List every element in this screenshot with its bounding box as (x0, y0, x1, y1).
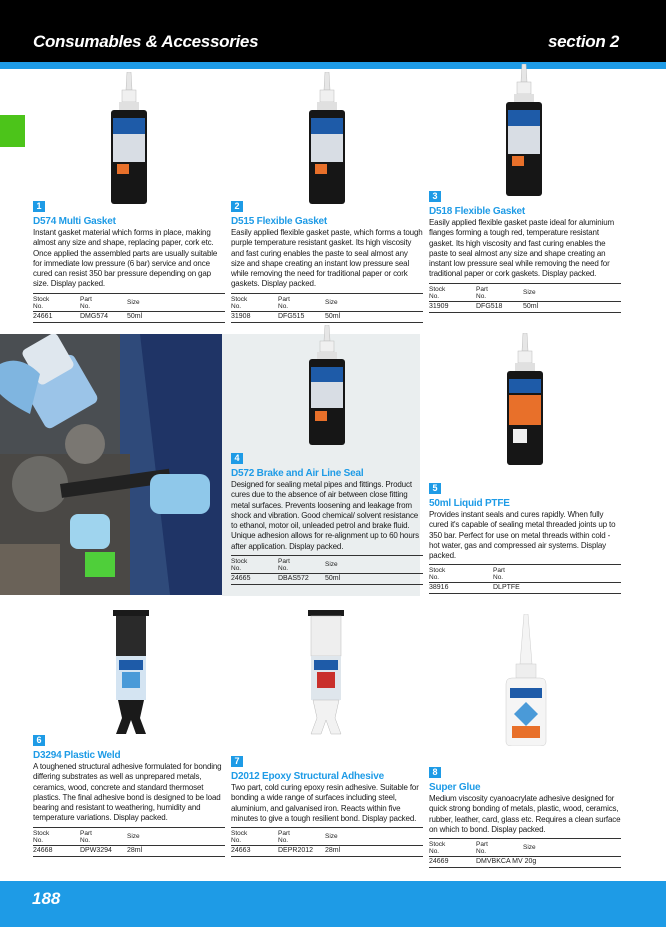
section-label: section 2 (548, 32, 619, 51)
product-image-7 (305, 610, 347, 745)
product-number: 4 (231, 453, 243, 464)
product-name: Super Glue (429, 782, 481, 793)
th-size: Size (523, 288, 536, 296)
product-table (429, 564, 621, 594)
product-image-6 (110, 610, 152, 745)
header-accent-bar (0, 62, 666, 69)
product-description: Two part, cold curing epoxy resin adhesive. Suitable for bonding a wide range of surfaces including steel, aluminium, and galvanised iron. Reacts within five minutes to give a tough resilient bond. Display packed. (231, 783, 419, 823)
workshop-photo (0, 334, 222, 595)
product-table (231, 293, 423, 323)
page-number: 188 (32, 889, 61, 908)
size: 28ml (127, 846, 143, 854)
product-block-1 (33, 196, 225, 323)
product-number: 8 (429, 767, 441, 778)
product-description: Instant gasket material which forms in place, making almost any size and shape, replacing paper, cork etc. Once applied the assembled parts are usually suitable for immediate low pressure (6 bar) service and once cured can resist 350 bar pressure depending on gap size. Display packed. (33, 228, 218, 289)
th-part: Part No. (278, 830, 290, 845)
stock-no: 24665 (231, 575, 251, 583)
th-part: Part No. (493, 567, 505, 582)
product-number: 3 (429, 191, 441, 202)
stock-no: 31909 (429, 302, 449, 310)
th-part: Part No. (278, 558, 290, 573)
page-footer (0, 881, 666, 927)
product-description: A toughened structural adhesive formulated for bonding differing substrates as well as unprepared metals, ceramics, wood, concrete and standard thermoset plastics. The final adhesive bond is designed to be load bearing and resistant to weathering, humidity and temperature variations. Display packed. (33, 762, 222, 823)
th-part: Part No. (278, 295, 290, 310)
product-name: D572 Brake and Air Line Seal (231, 468, 364, 479)
product-image-2 (305, 72, 349, 209)
product-description: Provides instant seals and cures rapidly. When fully cured it's capable of sealing metal threaded joints up to 350 bar. Perfect for use on metal threads within cold - hot water, gas and compressed air systems. Display packed. (429, 510, 616, 561)
th-stock: Stock No. (33, 829, 50, 844)
product-name: 50ml Liquid PTFE (429, 498, 510, 509)
part-no: DMVBKCA MV 20g (476, 858, 537, 866)
part-no: DBAS572 (278, 575, 309, 583)
th-part: Part No. (476, 841, 488, 856)
th-stock: Stock No. (231, 295, 248, 310)
th-stock: Stock No. (429, 285, 446, 300)
size: 50ml (325, 575, 341, 583)
th-stock: Stock No. (231, 558, 248, 573)
stock-no: 24669 (429, 858, 449, 866)
product-block-4 (231, 448, 423, 585)
part-no: DFG515 (278, 312, 305, 320)
th-stock: Stock No. (33, 295, 50, 310)
product-table (429, 838, 621, 868)
product-table (231, 827, 423, 857)
product-description: Easily applied flexible gasket paste, which forms a tough purple temperature resistant gasket. Its high viscosity and fast curing enables the paste to seal almost any size and shape creating an instant low pressure seal while removing the need for traditional paper or cork gaskets. Display packed. (231, 228, 423, 289)
page-title: Consumables & Accessories (33, 32, 259, 51)
product-description: Designed for sealing metal pipes and fittings. Product cures due to the absence of air between close fitting metal surfaces. Prevents loosening and leakage from shock and vibration. Good chemical/ solvent resistance to ethanol, motor oil, unleaded petrol and brake fluid. Unique adhesion allows for re-alignment up to 60 hours after application. Display packed. (231, 480, 420, 551)
product-table (429, 283, 621, 313)
product-table (33, 293, 225, 323)
product-name: D515 Flexible Gasket (231, 216, 328, 227)
product-image-3 (502, 64, 546, 201)
th-size: Size (325, 561, 338, 569)
th-size: Size (523, 844, 536, 852)
product-block-6 (33, 730, 225, 857)
part-no: DPW3294 (80, 846, 112, 854)
th-size: Size (127, 832, 140, 840)
product-name: D2012 Epoxy Structural Adhesive (231, 771, 384, 782)
product-block-8 (429, 762, 621, 868)
size: 50ml (127, 312, 143, 320)
part-no: DLPTFE (493, 584, 520, 592)
product-block-7 (231, 751, 423, 857)
product-name: D518 Flexible Gasket (429, 206, 526, 217)
section-tab (0, 115, 25, 147)
product-number: 7 (231, 756, 243, 767)
th-stock: Stock No. (429, 567, 446, 582)
product-table (33, 827, 225, 857)
th-part: Part No. (80, 295, 92, 310)
product-image-4 (305, 325, 349, 450)
product-name: D3294 Plastic Weld (33, 750, 121, 761)
product-block-3 (429, 186, 621, 313)
stock-no: 24663 (231, 847, 251, 855)
product-description: Medium viscosity cyanoacrylate adhesive designed for quick strong bonding of metals, plastic, wood, ceramics, rubber, leather, card, glass etc. Requires a clean surface on which to bond. Display packed. (429, 794, 621, 834)
stock-no: 24661 (33, 312, 53, 320)
size: 50ml (523, 302, 539, 310)
product-block-2 (231, 196, 423, 323)
size: 28ml (325, 847, 341, 855)
part-no: DEPR2012 (278, 847, 314, 855)
th-size: Size (325, 833, 338, 841)
product-number: 5 (429, 483, 441, 494)
product-image-1 (107, 72, 151, 209)
page-header (0, 0, 666, 62)
product-number: 2 (231, 201, 243, 212)
stock-no: 24668 (33, 846, 53, 854)
product-description: Easily applied flexible gasket paste ideal for aluminium flanges forming a tough red, temperature resistant gasket. Its high viscosity and fast curing enables the paste to seal almost any size and shape creating an instant low pressure seal while removing the need for traditional paper or cork gaskets. Display packed. (429, 218, 615, 279)
product-image-8 (502, 614, 550, 751)
product-number: 1 (33, 201, 45, 212)
th-part: Part No. (80, 829, 92, 844)
product-block-5 (429, 478, 621, 594)
th-size: Size (127, 298, 140, 306)
product-name: D574 Multi Gasket (33, 216, 116, 227)
th-stock: Stock No. (429, 841, 446, 856)
stock-no: 31908 (231, 312, 251, 320)
th-size: Size (325, 298, 338, 306)
part-no: DMG574 (80, 312, 109, 320)
part-no: DFG518 (476, 302, 503, 310)
th-part: Part No. (476, 285, 488, 300)
size: 50ml (325, 312, 341, 320)
product-table (231, 555, 423, 585)
product-number: 6 (33, 735, 45, 746)
product-image-5 (503, 333, 547, 470)
stock-no: 38916 (429, 584, 449, 592)
th-stock: Stock No. (231, 830, 248, 845)
